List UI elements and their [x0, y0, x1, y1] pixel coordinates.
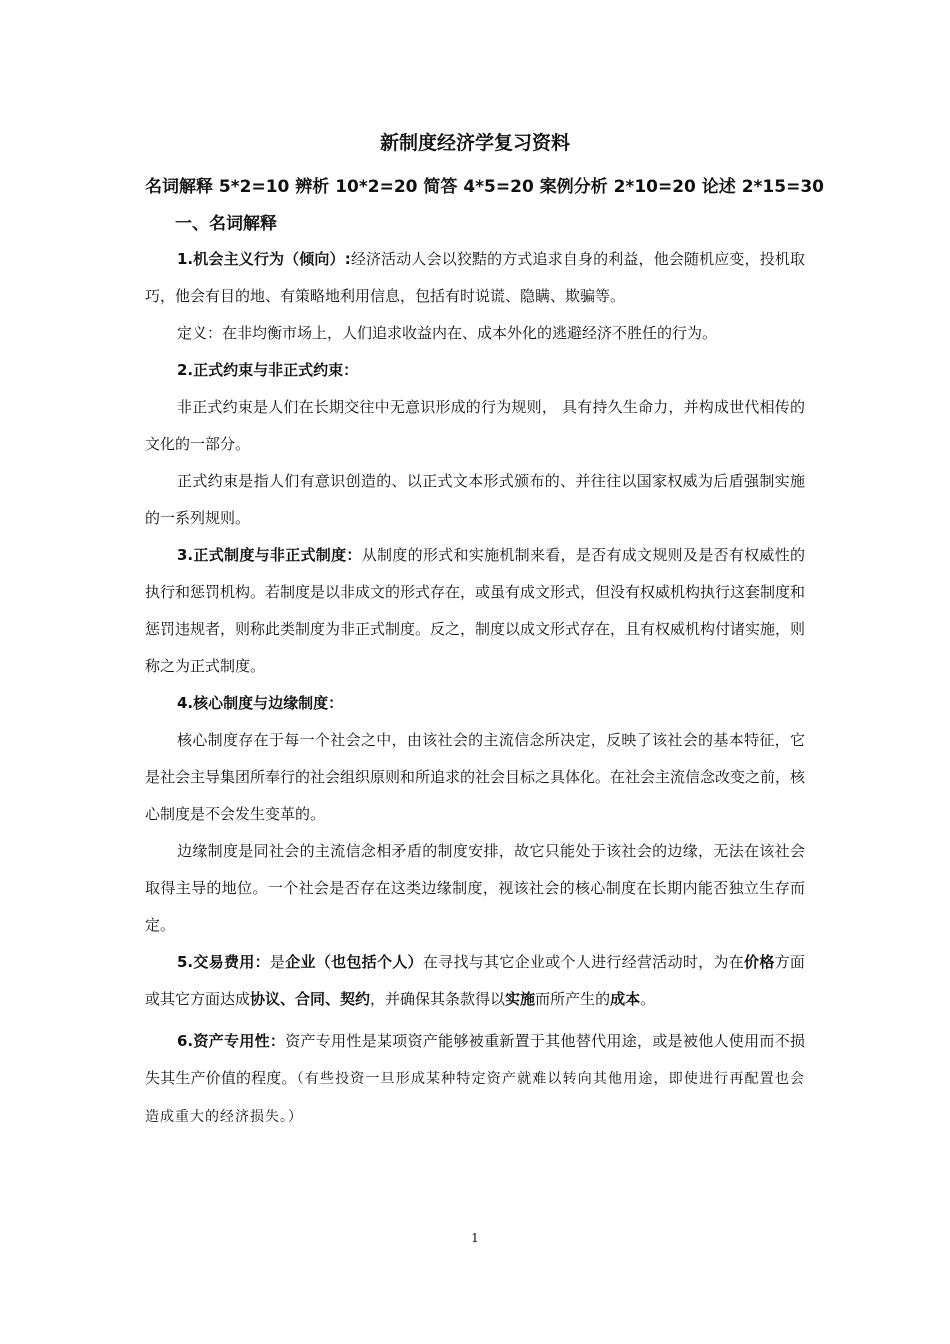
term-1-paragraph [145, 241, 805, 315]
term-2-paragraph [145, 352, 805, 389]
term-5-bold-3: 协议、合同、契约 [250, 990, 371, 1008]
term-6-paragraph [145, 1023, 805, 1136]
term-5-heading: 5.交易费用： [177, 953, 270, 971]
term-2-informal: 非正式约束是人们在长期交往中无意识形成的行为规则， 具有持久生命力，并构成世代相传的文化的一部分。 [145, 398, 805, 453]
term-2-heading: 2.正式约束与非正式约束： [177, 361, 359, 379]
term-3-paragraph [145, 537, 805, 685]
term-3-body: 从制度的形式和实施机制来看，是否有成文规则及是否有权威性的执行和惩罚机构。若制度是以非成文的形式存在，或虽有成文形式，但没有权威机构执行这套制度和惩罚违规者，则称此类制度为非正式制度。反之，制度以成文形式存在，且有权威机构付诸实施，则称之为正式制度。 [145, 546, 806, 675]
term-6-body: 资产专用性是某项资产能够被重新置于其他替代用途，或是被他人使用而不损失其生产价值的程度。 [145, 1032, 805, 1087]
term-5-bold-4: 实施 [505, 990, 536, 1008]
section-heading: 一、名词解释 [175, 214, 277, 234]
term-5-paragraph [145, 944, 805, 1018]
term-6-heading: 6.资产专用性： [177, 1032, 286, 1050]
term-4-edge: 边缘制度是同社会的主流信念相矛盾的制度安排，故它只能处于该社会的边缘，无法在该社会取得主导的地位。一个社会是否存在这类边缘制度，视该社会的核心制度在长期内能否独立生存而定。 [145, 842, 805, 934]
term-5-bold-2: 价格 [744, 953, 775, 971]
term-1-heading: 1.机会主义行为（倾向）: [177, 250, 351, 268]
term-5-bold-5: 成本 [610, 990, 641, 1008]
document-title: 新制度经济学复习资料 [379, 132, 570, 154]
term-1-body: 经济活动人会以狡黠的方式追求自身的利益，他会随机应变，投机取巧，他会有目的地、有策略地利用信息，包括有时说谎、隐瞒、欺骗等。 [145, 250, 805, 305]
term-5-text-4: ，并确保其条款得以 [370, 990, 506, 1008]
term-1-definition: 定义：在非均衡市场上，人们追求收益内在、成本外化的逃避经济不胜任的行为。 [177, 324, 718, 342]
term-5-text-5: 而所产生的 [535, 990, 611, 1008]
term-6-note: （有些投资一旦形成某种特定资产就难以转向其他用途，即使进行再配置也会造成重大的经济损失。） [145, 1071, 805, 1125]
term-5-text-6: 。 [640, 990, 656, 1008]
term-2-formal: 正式约束是指人们有意识创造的、以正式文本形式颁布的、并往往以国家权威为后盾强制实施的一系列规则。 [145, 472, 805, 527]
term-4-core: 核心制度存在于每一个社会之中，由该社会的主流信念所决定，反映了该社会的基本特征，它是社会主导集团所奉行的社会组织原则和所追求的社会目标之具体化。在社会主流信念改变之前，核心制度是不会发生变革的。 [145, 731, 806, 823]
term-5-text-3: 方面或其它方面达成 [145, 953, 805, 1008]
term-4-paragraph [145, 685, 805, 722]
term-5-text-2: 在寻找与其它企业或个人进行经营活动时，为在 [422, 953, 745, 971]
score-distribution: 名词解释 5*2=10 辨析 10*2=20 简答 4*5=20 案例分析 2*10=20 论述 2*15=30 [145, 177, 824, 197]
term-3-heading: 3.正式制度与非正式制度： [177, 546, 362, 564]
term-5-text-1: 是 [269, 953, 286, 971]
term-4-heading: 4.核心制度与边缘制度： [177, 694, 344, 712]
term-5-bold-1: 企业（也包括个人） [285, 953, 423, 971]
page-number: 1 [471, 1231, 479, 1245]
